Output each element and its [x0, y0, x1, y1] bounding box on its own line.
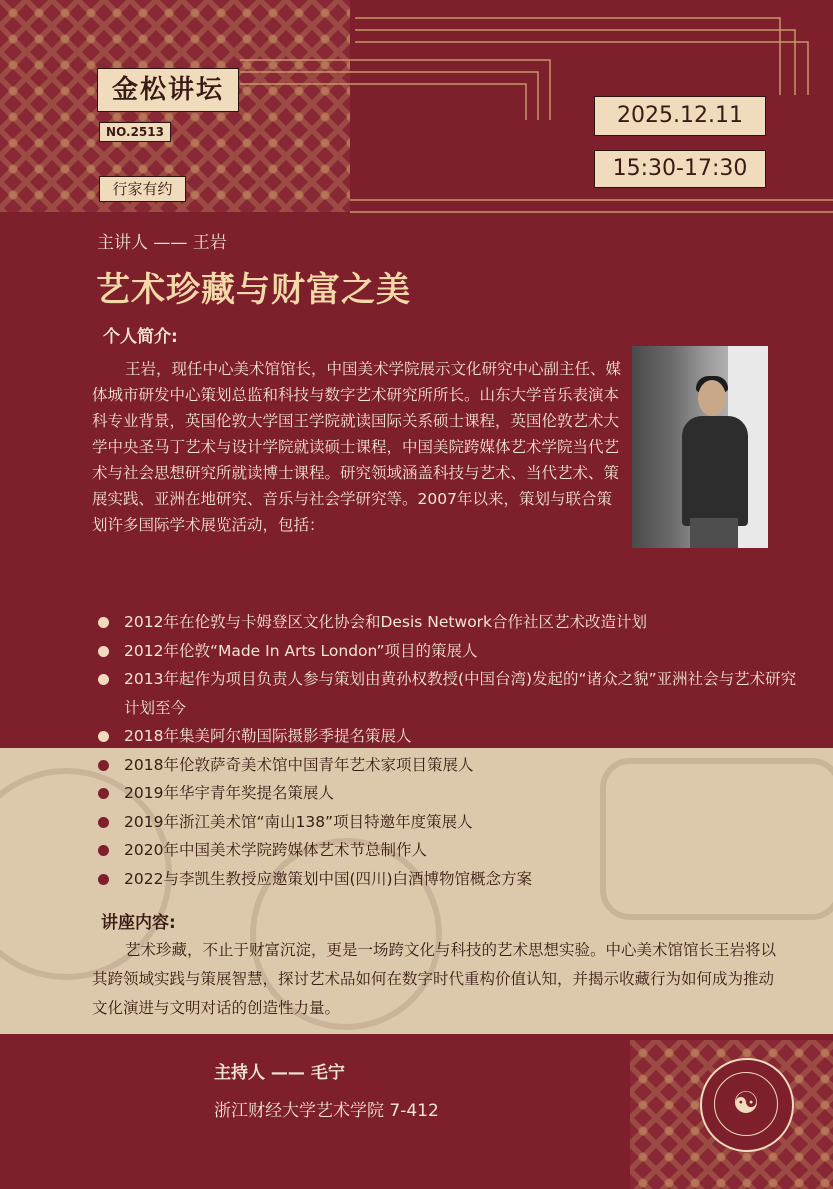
school-seal-logo [700, 1058, 794, 1152]
bio-paragraph [92, 356, 622, 538]
bullet-icon [98, 674, 109, 685]
bullet-icon [98, 845, 109, 856]
seal-emblem-icon: ☯ [732, 1086, 760, 1121]
bio-heading: 个人简介: [103, 327, 178, 347]
bullet-icon [98, 788, 109, 799]
tag-label: 行家有约 [99, 176, 186, 202]
list-item: 2018年伦敦萨奇美术馆中国青年艺术家项目策展人 [98, 751, 798, 780]
lecture-title: 艺术珍藏与财富之美 [96, 270, 411, 310]
issue-number: NO.2513 [99, 122, 171, 142]
event-time: 15:30-17:30 [594, 150, 766, 188]
host-line: 主持人 —— 毛宁 [214, 1063, 345, 1083]
list-item: 2012年在伦敦与卡姆登区文化协会和Desis Network合作社区艺术改造计划 [98, 608, 798, 637]
bullet-icon [98, 731, 109, 742]
bio-text: 王岩，现任中心美术馆馆长，中国美术学院展示文化研究中心副主任、媒体城市研发中心策划总监和科技与数字艺术研究所所长。山东大学音乐表演本科专业背景，英国伦敦大学国王学院就读国际关系硕士课程，英国伦敦艺术大学中央圣马丁艺术与设计学院就读硕士课程，中国美院跨媒体艺术学院当代艺术与社会思想研究所就读博士课程。研究领域涵盖科技与艺术、当代艺术、策展实践、亚洲在地研究、音乐与社会学研究等。2007年以来，策划与联合策划许多国际学术展览活动，包括： [92, 360, 622, 534]
bullet-icon [98, 646, 109, 657]
venue-line: 浙江财经大学艺术学院 7-412 [214, 1101, 439, 1121]
list-item: 2020年中国美术学院跨媒体艺术节总制作人 [98, 836, 798, 865]
lecture-heading: 讲座内容: [101, 913, 176, 933]
speaker-photo [632, 346, 768, 548]
list-item: 2019年浙江美术馆“南山138”项目特邀年度策展人 [98, 808, 798, 837]
lecture-paragraph [92, 936, 782, 1023]
list-item: 2012年伦敦“Made In Arts London”项目的策展人 [98, 637, 798, 666]
bullet-icon [98, 617, 109, 628]
speaker-line: 主讲人 —— 王岩 [97, 233, 227, 253]
list-item: 2013年起作为项目负责人参与策划由黄孙权教授(中国台湾)发起的“诸众之貌”亚洲社会与艺术研究计划至今 [98, 665, 798, 722]
achievement-list [98, 608, 798, 893]
bullet-icon [98, 874, 109, 885]
series-title: 金松讲坛 [97, 68, 239, 112]
bullet-icon [98, 817, 109, 828]
lecture-text: 艺术珍藏，不止于财富沉淀，更是一场跨文化与科技的艺术思想实验。中心美术馆馆长王岩将以其跨领域实践与策展智慧，探讨艺术品如何在数字时代重构价值认知，并揭示收藏行为如何成为推动文化演进与文明对话的创造性力量。 [92, 941, 777, 1017]
list-item: 2018年集美阿尔勒国际摄影季提名策展人 [98, 722, 798, 751]
event-date: 2025.12.11 [594, 96, 766, 136]
list-item: 2022与李凯生教授应邀策划中国(四川)白酒博物馆概念方案 [98, 865, 798, 894]
list-item: 2019年华宇青年奖提名策展人 [98, 779, 798, 808]
bullet-icon [98, 760, 109, 771]
